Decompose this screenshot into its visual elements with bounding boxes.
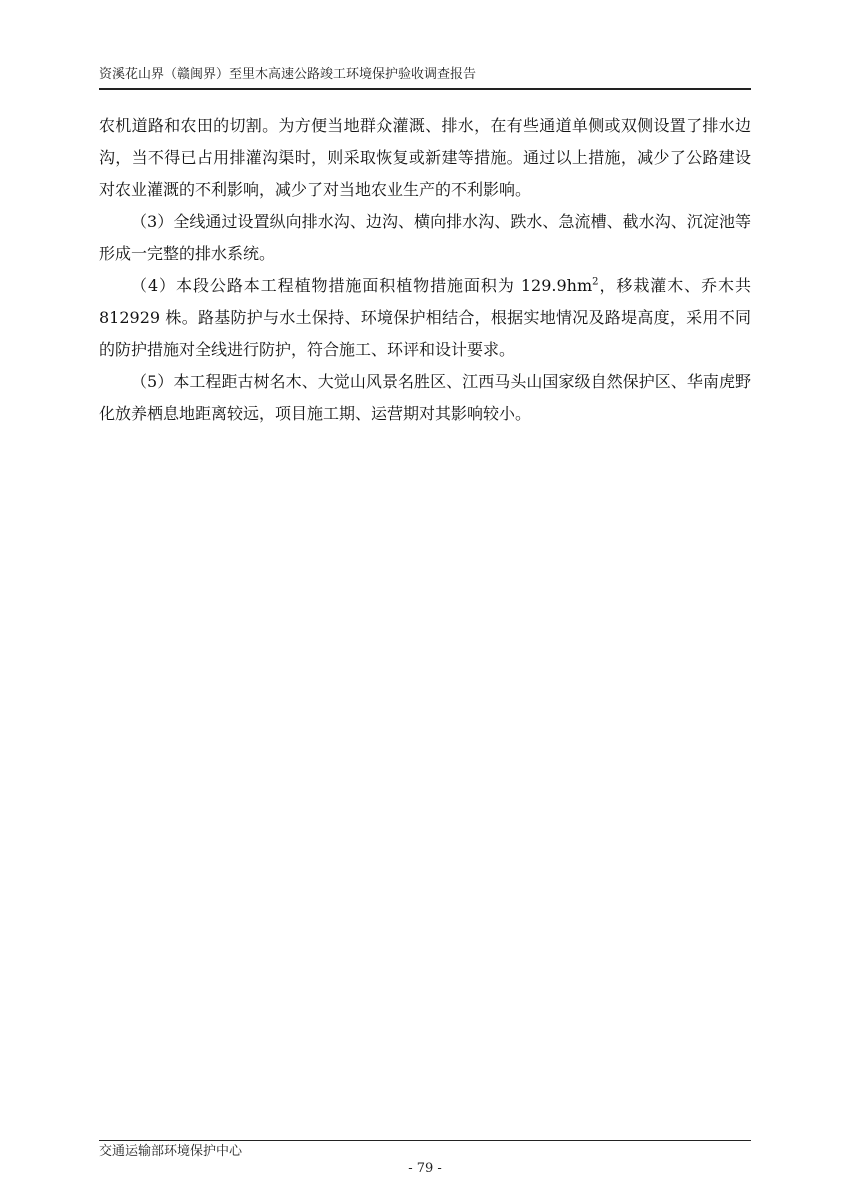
paragraph-2: （3）全线通过设置纵向排水沟、边沟、横向排水沟、跌水、急流槽、截水沟、沉淀池等形成一完整的排水系统。 bbox=[99, 212, 751, 263]
paragraph-1: 农机道路和农田的切割。为方便当地群众灌溉、排水，在有些通道单侧或双侧设置了排水边沟，当不得已占用排灌沟渠时，则采取恢复或新建等措施。通过以上措施，减少了公路建设对农业灌溉的不利影响，减少了对当地农业生产的不利影响。 bbox=[99, 116, 751, 199]
paragraph-4: （5）本工程距古树名木、大觉山风景名胜区、江西马头山国家级自然保护区、华南虎野化放养栖息地距离较远，项目施工期、运营期对其影响较小。 bbox=[99, 372, 751, 423]
page-header-title: 资溪花山界（赣闽界）至里木高速公路竣工环境保护验收调查报告 bbox=[99, 67, 477, 82]
header-divider bbox=[99, 88, 751, 90]
paragraph-3 bbox=[99, 270, 751, 366]
footer-organization: 交通运输部环境保护中心 bbox=[99, 1144, 243, 1159]
footer-divider bbox=[99, 1140, 751, 1141]
paragraph-3-text-after: ，移栽灌木、乔木共 812929 株。路基防护与水土保持、环境保护相结合，根据实地情况及路堤高度，采用不同的防护措施对全线进行防护，符合施工、环评和设计要求。 bbox=[99, 276, 751, 359]
superscript-2: 2 bbox=[592, 276, 599, 288]
body-text bbox=[99, 110, 751, 430]
paragraph-3-text-before: （4）本段公路本工程植物措施面积植物措施面积为 129.9hm bbox=[131, 276, 593, 295]
page-number: - 79 - bbox=[408, 1161, 442, 1176]
